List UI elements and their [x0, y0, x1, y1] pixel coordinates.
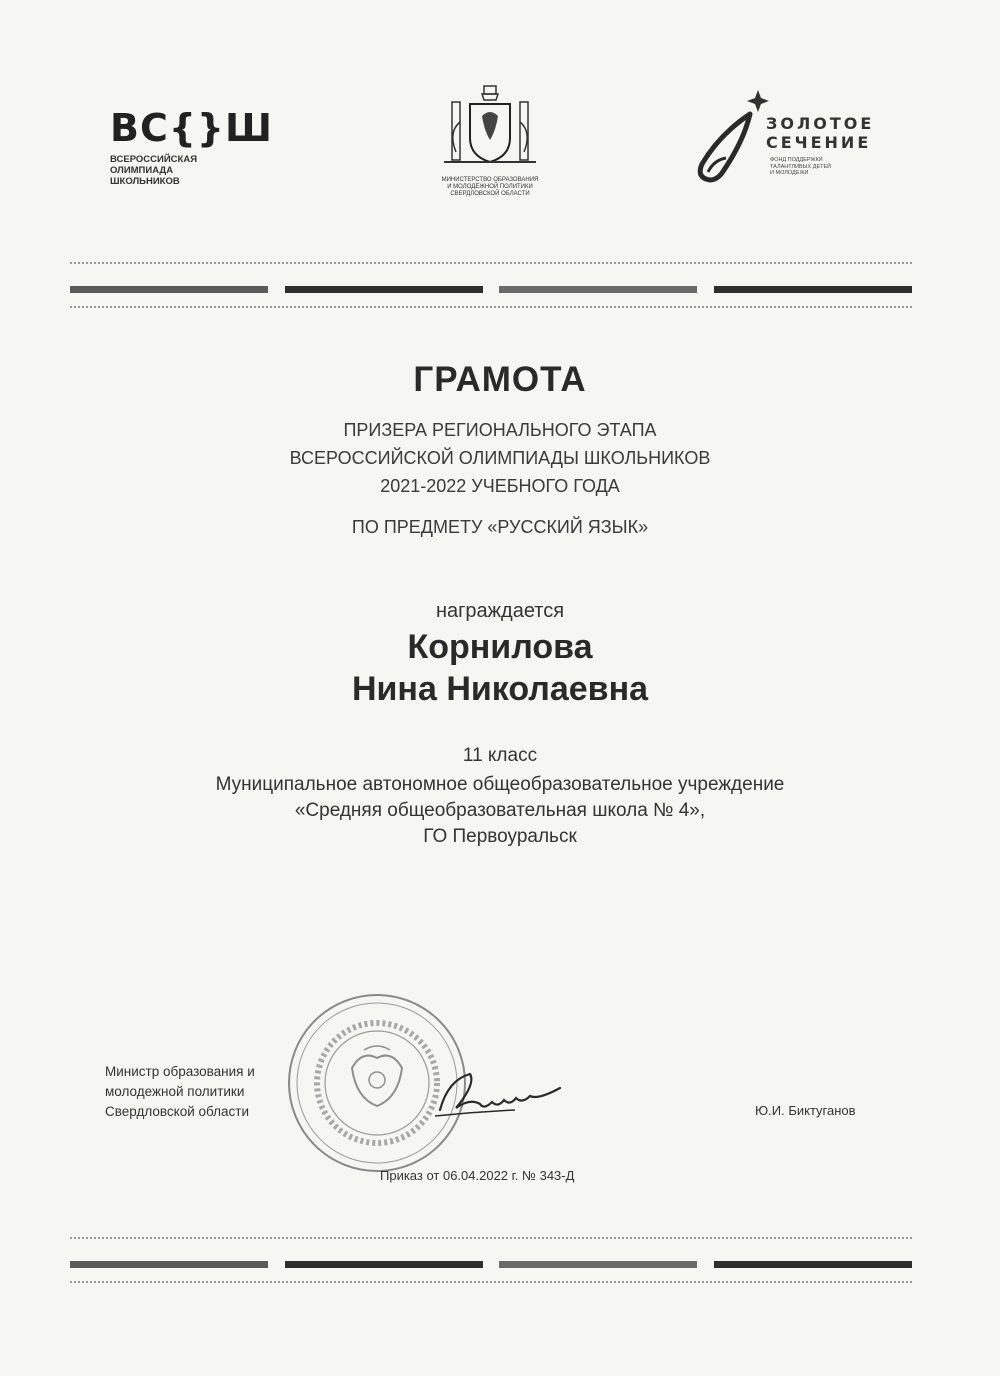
- certificate-subtitle: ПРИЗЕРА РЕГИОНАЛЬНОГО ЭТАПА ВСЕРОССИЙСКОЙ ОЛИМПИАДЫ ШКОЛЬНИКОВ 2021-2022 УЧЕБНОГО ГОДА: [289, 420, 711, 496]
- dotted-line: [70, 1281, 912, 1285]
- bar-segment: [714, 1261, 912, 1268]
- handwritten-signature-icon: [430, 1070, 580, 1130]
- bar-segment: [285, 1261, 483, 1268]
- bar-segment: [499, 1261, 697, 1268]
- dotted-line: [70, 1237, 912, 1241]
- ministry-logo: [430, 82, 550, 198]
- bar-row: [70, 1261, 912, 1268]
- dotted-line: [70, 306, 912, 310]
- bar-segment: [70, 286, 268, 293]
- signatory-name: Ю.И. Биктуганов: [755, 1103, 856, 1118]
- grade-label: 11 класс: [462, 745, 538, 766]
- coat-of-arms-icon: [438, 82, 542, 168]
- ministry-caption: МИНИСТЕРСТВО ОБРАЗОВАНИЯ И МОЛОДЕЖНОЙ ПОЛИТИКИ СВЕРДЛОВСКОЙ ОБЛАСТИ: [441, 177, 539, 197]
- bar-segment: [499, 286, 697, 293]
- order-reference: Приказ от 06.04.2022 г. № 343-Д: [380, 1168, 575, 1183]
- dotted-line: [70, 262, 912, 266]
- bar-segment: [70, 1261, 268, 1268]
- zs-caption: ФОНД ПОДДЕРЖКИ ТАЛАНТЛИВЫХ ДЕТЕЙ И МОЛОДЕЖИ: [770, 157, 832, 176]
- vsosh-logo-mark: ВС{}Ш: [110, 106, 273, 150]
- vsosh-logo-caption: ВСЕРОССИЙСКАЯ ОЛИМПИАДА ШКОЛЬНИКОВ: [110, 154, 198, 187]
- recipient-surname: Корнилова: [407, 628, 593, 666]
- awarded-label: награждается: [435, 600, 565, 622]
- bar-segment: [714, 286, 912, 293]
- subject-line: ПО ПРЕДМЕТУ «РУССКИЙ ЯЗЫК»: [351, 517, 649, 537]
- recipient-given-names: Нина Николаевна: [351, 670, 649, 708]
- signatory-position: Министр образования и молодежной политики Свердловской области: [105, 1064, 255, 1119]
- bar-row: [70, 286, 912, 293]
- certificate-title: ГРАМОТА: [413, 360, 587, 399]
- bottom-band: [70, 1237, 912, 1285]
- zs-title: ЗОЛОТОЕ СЕЧЕНИЕ: [766, 114, 875, 152]
- zolotoe-sechenie-logo: [692, 84, 892, 194]
- golden-ratio-icon: [692, 84, 772, 194]
- school-name: Муниципальное автономное общеобразовательное учреждение «Средняя общеобразовательная школа № 4», ГО Первоуральск: [215, 774, 785, 847]
- recipient-name: [0, 626, 1000, 710]
- top-band: [70, 262, 912, 310]
- vsosh-logo: [110, 106, 310, 187]
- bar-segment: [285, 286, 483, 293]
